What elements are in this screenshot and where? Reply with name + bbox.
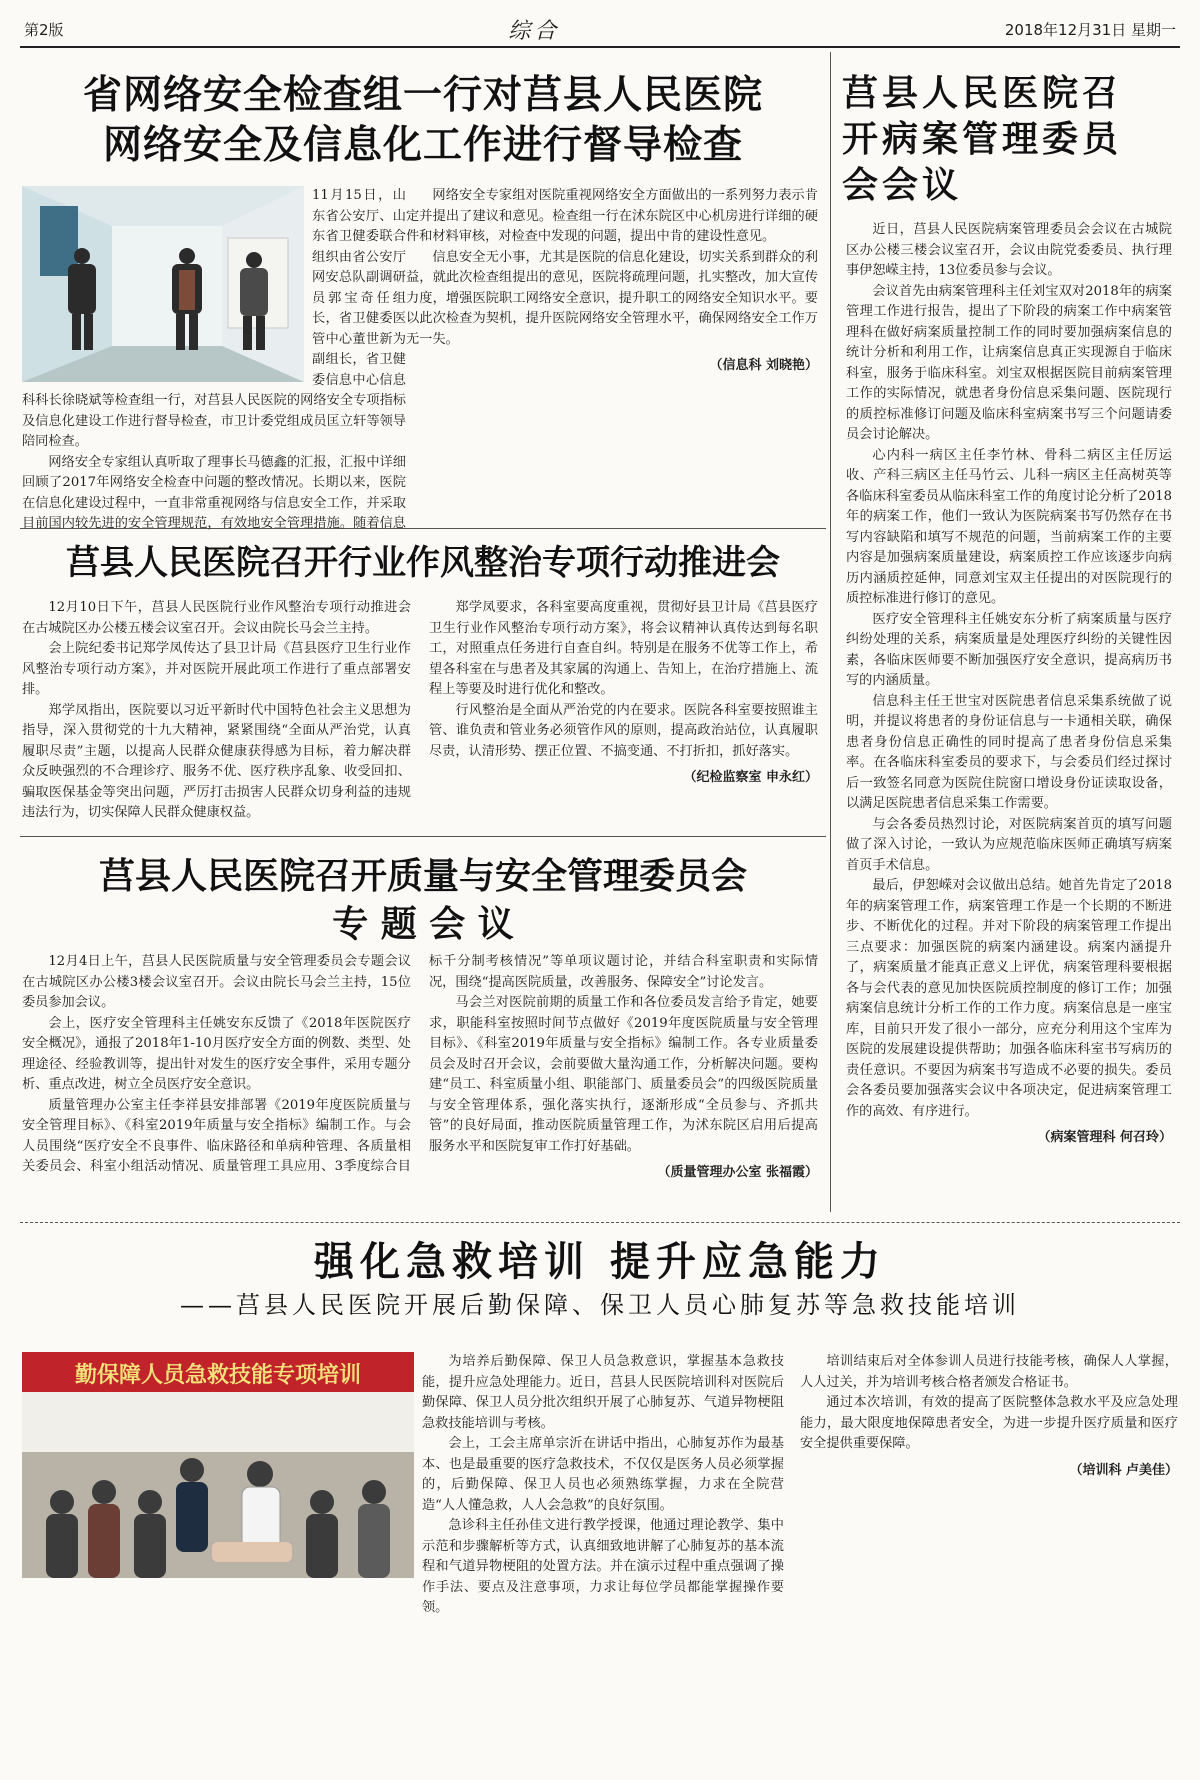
article2-para: 12月10日下午，莒县人民医院行业作风整治专项行动推进会在古城院区办公楼五楼会议室召开。会议由院长马会兰主持。 <box>22 600 411 636</box>
training-banner-text: 勤保障人员急救技能专项培训 <box>74 1363 361 1388</box>
page-number: 第2版 <box>24 20 64 39</box>
article4-body <box>846 220 1172 1210</box>
article3-para: 会上，医疗安全管理科主任姚安东反馈了《2018年医院医疗安全概况》，通报了2018年1-10月医疗安全方面的例数、类型、处理途径、经验教训等，提出针对发生的医疗安全事件，采用专题分析、重点改进，树立全员医疗安全意识。 <box>22 1015 411 1092</box>
article5-body-col2 <box>800 1352 1178 1742</box>
article4-para: 近日，莒县人民医院病案管理委员会会议在古城院区办公楼三楼会议室召开，会议由院党委委员、执行理事伊恕嵘主持，13位委员参与会议。 <box>846 222 1172 278</box>
article3-title: 莒县人民医院召开质量与安全管理委员会 专 题 会 议 <box>98 855 747 945</box>
article4-para: 医疗安全管理科主任姚安东分析了病案质量与医疗纠纷处理的关系，病案质量是处理医疗纠纷的关键性因素，各临床医师要不断加强医疗安全意识，提高病历书写的内涵质量。 <box>846 611 1172 688</box>
divider-upper-lower <box>20 1222 1180 1223</box>
article5-para: 为培养后勤保障、保卫人员急救意识，掌握基本急救技能，提升应急处理能力。近日，莒县人民医院培训科对医院后勤保障、保卫人员分批次组织开展了心肺复苏、气道异物梗阻急救技能培训与考核。 <box>422 1354 784 1431</box>
article3-para: 马会兰对医院前期的质量工作和各位委员发言给予肯定，她要求，职能科室按照时间节点做好《2019年度医院质量与安全管理目标》、《科室2019年质量与安全指标》编制工作。各专业质量委员会及时召开会议，会前要做大量沟通工作，分析解决问题。要构建“员工、科室质量小组、职能部门、质量委员会”的四级医院质量与安全管理体系，强化落实执行，逐渐形成“全员参与、齐抓共管”的良好局面，推动医院质量管理工作，为沭东院区启用后提高服务水平和医院复审工作打好基础。 <box>429 995 818 1154</box>
article2-para: 郑学凤要求，各科室要高度重视，贯彻好县卫计局《莒县医疗卫生行业作风整治专项行动方案》，将会议精神认真传达到每名职工，对照重点任务进行自查自纠。特别是在服务不优等工作上，希望各科室在与患者及其家属的沟通上、告知上，在治疗措施上、流程上等要及时进行优化和整改。 <box>429 600 818 697</box>
masthead <box>24 14 1176 44</box>
article3-para: 12月4日上午，莒县人民医院质量与安全管理委员会专题会议在古城院区办公楼3楼会议室召开。会议由院长马会兰主持，15位委员参加会议。 <box>22 954 411 1010</box>
article4-title: 莒县人民医院召 开病案管理委员 会会议 <box>842 72 1123 206</box>
article4-para: 信息科主任王世宝对医院患者信息采集系统做了说明，并提议将患者的身份证信息与一卡通相关联，确保患者身份信息正确性的同时提高了患者身份信息采集率。在各临床科室委员的要求下，与会委员们经过探讨后一致签名同意为医院住院窗口增设身份证读取设备，以满足医院患者信息采集工作需要。 <box>846 693 1172 811</box>
masthead-rule <box>20 46 1180 48</box>
article4-para: 会议首先由病案管理科主任刘宝双对2018年的病案管理工作进行报告，提出了下阶段的病案工作中病案管理科在做好病案质量控制工作的同时要加强病案信息的统计分析和利用工作，让病案信息真正实现源自于临床科室，服务于临床科室。刘宝双根据医院目前病案管理工作的实际情况，就患者身份信息采集问题、医院现行的质控标准修订问题及临床科室病案书写三个问题请委员会讨论解决。 <box>846 283 1172 442</box>
article2-byline: （纪检监察室 申永红） <box>683 770 818 785</box>
article2-title: 莒县人民医院召开行业作风整治专项行动推进会 <box>66 543 780 583</box>
article4-para: 与会各委员热烈讨论，对医院病案首页的填写问题做了深入讨论，一致认为应规范临床医师正确填写病案首页手术信息。 <box>846 816 1172 873</box>
article1-body <box>22 186 406 535</box>
article5-body-col1 <box>422 1352 784 1740</box>
article5-para: 急诊科主任孙佳文进行教学授课，他通过理论教学、集中示范和步骤解析等方式，认真细致地讲解了心肺复苏的基本流程和气道异物梗阻的处置方法。并在演示过程中重点强调了操作手法、要点及注意事项，力求让每位学员都能掌握操作要领。 <box>422 1518 784 1615</box>
article4-para: 心内科一病区主任李竹林、骨科二病区主任厉运收、产科三病区主任马竹云、儿科一病区主任高树英等各临床科室委员从临床科室工作的角度讨论分析了2018年的病案工作，他们一致认为医院病案书写仍然存在书写内容缺陷和填写不规范的问题，当前病案工作的主要内容是加强病案质量建设，病案质控工作应该逐步向病历内涵质控延伸，同意刘宝双主任提出的对医院现行的质控标准进行修订的意见。 <box>846 447 1172 606</box>
article3-para: 质量管理办公室主任李祥县安排部署《2019年度医院质量与安全管理目标》、《科室2019年质量与安全指标》编制工作。与会人员围绕“医疗安全不良事件、临床路径和单病种管理、各质量相关委员会、科室小组活动情况、质量管理工具应用、3季度综合目标千分制考核情况”等单项议题讨论，并结合科室职责和实际情况，围绕“提高医院质量，改善服务、保障安全”讨论发言。 <box>22 954 818 1174</box>
article1-title: 省网络安全检查组一行对莒县人民医院 网络安全及信息化工作进行督导检查 <box>82 72 763 168</box>
article4-para: 最后，伊恕嵘对会议做出总结。她首先肯定了2018年的病案管理工作，病案管理工作是一个长期的不断进步、不断优化的过程。并对下阶段的病案管理工作提出三点要求：加强医院的病案内涵建设。病案内涵提升了，病案质量才能真正意义上评优，病案管理科要根据各与会代表的意见加快医院质控制度的修订工作；加强病案信息统计分析工作的工作力度。病案信息是一座宝库，目前只开发了很小一部分，应充分利用这个宝库为医院的发展建设提供帮助；加强各临床科室书写病历的责任意识。不要因为病案书写造成不必要的损失。委员会各委员要加强落实会议中各项决定，促进病案管理工作的高效、有序进行。 <box>846 878 1172 1119</box>
article5-subtitle: ——莒县人民医院开展后勤保障、保卫人员心肺复苏等急救技能培训 <box>180 1291 1020 1319</box>
article1-para: 网络安全专家组认真听取了理事长马德鑫的汇报，汇报中详细回顾了2017年网络安全检查中问题的整改情况。长期以来，医院在信息化建设过程中，一直非常重视网络与信息安全工作，并采取目前国内较先进的安全管理规范，有效地安全管理措施。随着信息 <box>22 454 406 531</box>
article2-para: 行风整治是全面从严治党的内在要求。医院各科室要按照谁主管、谁负责和管业务必须管作风的原则，提高政治站位，认真履职尽责，认清形势、摆正位置、不搞变通、不打折扣，抓好落实。 <box>429 702 818 759</box>
divider-a2-a3 <box>20 836 826 837</box>
article5-para: 会上，工会主席单宗沂在讲话中指出，心肺复苏作为最基本、也是最重要的医疗急救技术，不仅仅是医务人员必须掌握的，后勤保障、保卫人员也必须熟练掌握，力求在全院营造“人人懂急救，人人会急救”的良好氛围。 <box>422 1436 784 1513</box>
column-divider <box>830 52 831 1212</box>
article5-para: 培训结束后对全体参训人员进行技能考核，确保人人掌握，人人过关，并为培训考核合格者颁发合格证书。 <box>800 1354 1178 1390</box>
article1-para: 11月15日，山东省公安厅、山东省卫健委联合组织由省公安厅网安总队副调研员郭宝奇任组长，省卫健委医管中心董世新为副组长，省卫健委信息中心信息科科长徐晓斌等检查组一行，对莒县人民医院的网络安全专项指标及信息化建设工作进行督导检查，市卫计委党组成员匡立轩等领导陪同检查。 <box>22 188 406 449</box>
article1-para: 网络安全专家组对医院重视网络安全方面做出的一系列努力表示肯定并提出了建议和意见。检查组一行在沭东院区中心机房进行详细的硬件和材料审核，对检查中发现的问题，提出中肯的建设性意见。 <box>406 188 818 244</box>
article3-body <box>22 952 818 1212</box>
photo-training-session <box>22 1352 414 1578</box>
article5-para: 通过本次培训，有效的提高了医院整体急救水平及应急处理能力，最大限度地保障患者安全，为进一步提升医疗质量和医疗安全提供重要保障。 <box>800 1395 1178 1451</box>
article5-byline: （培训科 卢美佳） <box>1069 1462 1178 1478</box>
article3-byline: （质量管理办公室 张福霞） <box>657 1165 818 1180</box>
article2-para: 会上院纪委书记郑学凤传达了县卫计局《莒县医疗卫生行业作风整治专项行动方案》，并对医院开展此项工作进行了重点部署安排。 <box>22 641 411 697</box>
article1-byline: （信息科 刘晓艳） <box>709 358 818 373</box>
article2-para: 郑学凤指出，医院要以习近平新时代中国特色社会主义思想为指导，深入贯彻党的十九大精神，紧紧围绕“全面从严治党，认真履职尽责”主题，以提高人民群众健康获得感为目标，着力解决群众反映强烈的不合理诊疗、服务不优、医疗秩序乱象、收受回扣、骗取医保基金等突出问题，严厉打击损害人民群众切身利益的违规违法行为，切实保障人民群众健康权益。 <box>22 702 411 820</box>
article1-body-col2 <box>406 186 818 373</box>
article1-para: 信息安全无小事，尤其是医院的信息化建设，切实关系到群众的利益，就此次检查组提出的意见，医院将疏理问题，扎实整改，加大宣传力度，增强医院职工网络安全意识，提升职工的网络安全知识水平。要以此次检查为契机，提升医院网络安全管理水平，确保网络安全工作万无一失。 <box>406 249 818 347</box>
article4-byline: （病案管理科 何召玲） <box>1037 1130 1172 1145</box>
section-name: 综合 <box>508 18 561 44</box>
article2-body <box>22 598 818 830</box>
article5-title: 强化急救培训 提升应急能力 <box>314 1238 886 1285</box>
issue-date: 2018年12月31日 星期一 <box>1004 20 1176 39</box>
